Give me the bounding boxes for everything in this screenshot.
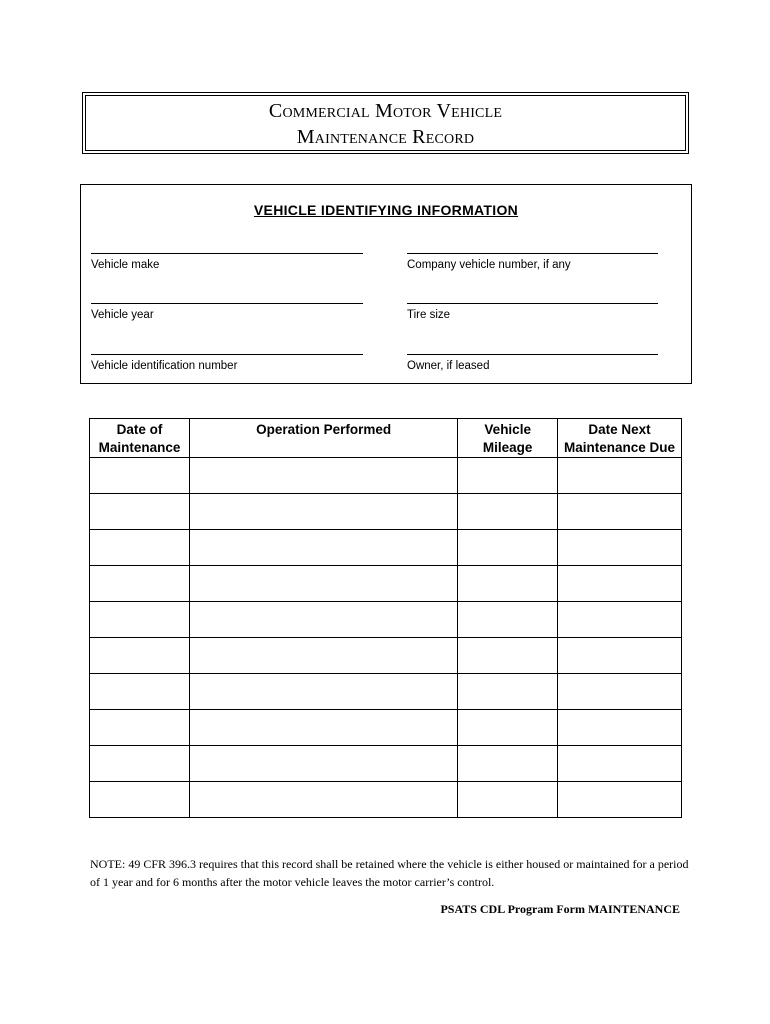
owner-field[interactable] bbox=[407, 354, 658, 372]
next-due-cell[interactable] bbox=[558, 602, 682, 638]
date-cell[interactable] bbox=[90, 494, 190, 530]
date-cell[interactable] bbox=[90, 782, 190, 818]
table-row bbox=[90, 530, 682, 566]
owner-label: Owner, if leased bbox=[407, 360, 490, 372]
operation-cell[interactable] bbox=[189, 494, 457, 530]
tire-size-label: Tire size bbox=[407, 309, 451, 321]
date-cell[interactable] bbox=[90, 746, 190, 782]
date-cell[interactable] bbox=[90, 530, 190, 566]
mileage-cell[interactable] bbox=[458, 782, 558, 818]
company-vehicle-number-field[interactable] bbox=[407, 253, 658, 271]
header-next-due-text: Date Next Maintenance Due bbox=[564, 422, 676, 455]
vin-field[interactable] bbox=[91, 354, 363, 372]
next-due-cell[interactable] bbox=[558, 494, 682, 530]
next-due-cell[interactable] bbox=[558, 674, 682, 710]
operation-cell[interactable] bbox=[189, 566, 457, 602]
retention-note: NOTE: 49 CFR 396.3 requires that this record shall be retained where the vehicle is either housed or maintained for a period of 1 year and for 6 months after the motor vehicle leaves the motor carrier’s control. bbox=[90, 857, 689, 889]
header-date-text: Date of Maintenance bbox=[98, 422, 181, 455]
vehicle-make-label: Vehicle make bbox=[91, 259, 160, 271]
vin-label: Vehicle identification number bbox=[91, 360, 238, 372]
vehicle-info-heading: VEHICLE IDENTIFYING INFORMATION bbox=[253, 202, 519, 218]
table-row bbox=[90, 746, 682, 782]
operation-cell[interactable] bbox=[189, 638, 457, 674]
operation-cell[interactable] bbox=[189, 458, 457, 494]
operation-cell[interactable] bbox=[189, 710, 457, 746]
next-due-cell[interactable] bbox=[558, 566, 682, 602]
operation-cell[interactable] bbox=[189, 674, 457, 710]
date-cell[interactable] bbox=[90, 638, 190, 674]
owner-line[interactable] bbox=[407, 354, 658, 355]
mileage-cell[interactable] bbox=[458, 530, 558, 566]
mileage-cell[interactable] bbox=[458, 458, 558, 494]
mileage-cell[interactable] bbox=[458, 638, 558, 674]
header-operation-performed bbox=[189, 419, 457, 458]
table-row bbox=[90, 494, 682, 530]
vehicle-year-field[interactable] bbox=[91, 303, 363, 321]
form-identifier: PSATS CDL Program Form MAINTENANCE bbox=[440, 902, 680, 916]
table-row bbox=[90, 710, 682, 746]
tire-size-line[interactable] bbox=[407, 303, 658, 304]
table-header-row bbox=[90, 419, 682, 458]
mileage-cell[interactable] bbox=[458, 602, 558, 638]
vehicle-year-line[interactable] bbox=[91, 303, 363, 304]
operation-cell[interactable] bbox=[189, 530, 457, 566]
form-title-box bbox=[82, 92, 689, 154]
date-cell[interactable] bbox=[90, 566, 190, 602]
vehicle-year-label: Vehicle year bbox=[91, 309, 154, 321]
table-row bbox=[90, 638, 682, 674]
tire-size-field[interactable] bbox=[407, 303, 658, 321]
table-row bbox=[90, 602, 682, 638]
table-row bbox=[90, 674, 682, 710]
table-row bbox=[90, 782, 682, 818]
table-row bbox=[90, 458, 682, 494]
next-due-cell[interactable] bbox=[558, 530, 682, 566]
company-vehicle-number-line[interactable] bbox=[407, 253, 658, 254]
table-row bbox=[90, 566, 682, 602]
header-operation-text: Operation Performed bbox=[256, 422, 392, 437]
header-mileage-text: Vehicle Mileage bbox=[482, 422, 533, 455]
company-vehicle-number-label: Company vehicle number, if any bbox=[407, 259, 571, 271]
form-title-line-1: Commercial Motor Vehicle bbox=[268, 100, 503, 122]
next-due-cell[interactable] bbox=[558, 458, 682, 494]
operation-cell[interactable] bbox=[189, 602, 457, 638]
next-due-cell[interactable] bbox=[558, 746, 682, 782]
header-date-next-due bbox=[558, 419, 682, 458]
vehicle-make-field[interactable] bbox=[91, 253, 363, 271]
operation-cell[interactable] bbox=[189, 782, 457, 818]
mileage-cell[interactable] bbox=[458, 494, 558, 530]
mileage-cell[interactable] bbox=[458, 674, 558, 710]
vehicle-info-section bbox=[80, 184, 692, 384]
header-vehicle-mileage bbox=[458, 419, 558, 458]
form-title-line-2: Maintenance Record bbox=[296, 126, 475, 148]
date-cell[interactable] bbox=[90, 674, 190, 710]
date-cell[interactable] bbox=[90, 602, 190, 638]
date-cell[interactable] bbox=[90, 458, 190, 494]
mileage-cell[interactable] bbox=[458, 566, 558, 602]
date-cell[interactable] bbox=[90, 710, 190, 746]
next-due-cell[interactable] bbox=[558, 782, 682, 818]
mileage-cell[interactable] bbox=[458, 710, 558, 746]
mileage-cell[interactable] bbox=[458, 746, 558, 782]
header-date-of-maintenance bbox=[90, 419, 190, 458]
maintenance-log-table bbox=[89, 418, 682, 818]
vehicle-make-line[interactable] bbox=[91, 253, 363, 254]
next-due-cell[interactable] bbox=[558, 638, 682, 674]
next-due-cell[interactable] bbox=[558, 710, 682, 746]
operation-cell[interactable] bbox=[189, 746, 457, 782]
vin-line[interactable] bbox=[91, 354, 363, 355]
